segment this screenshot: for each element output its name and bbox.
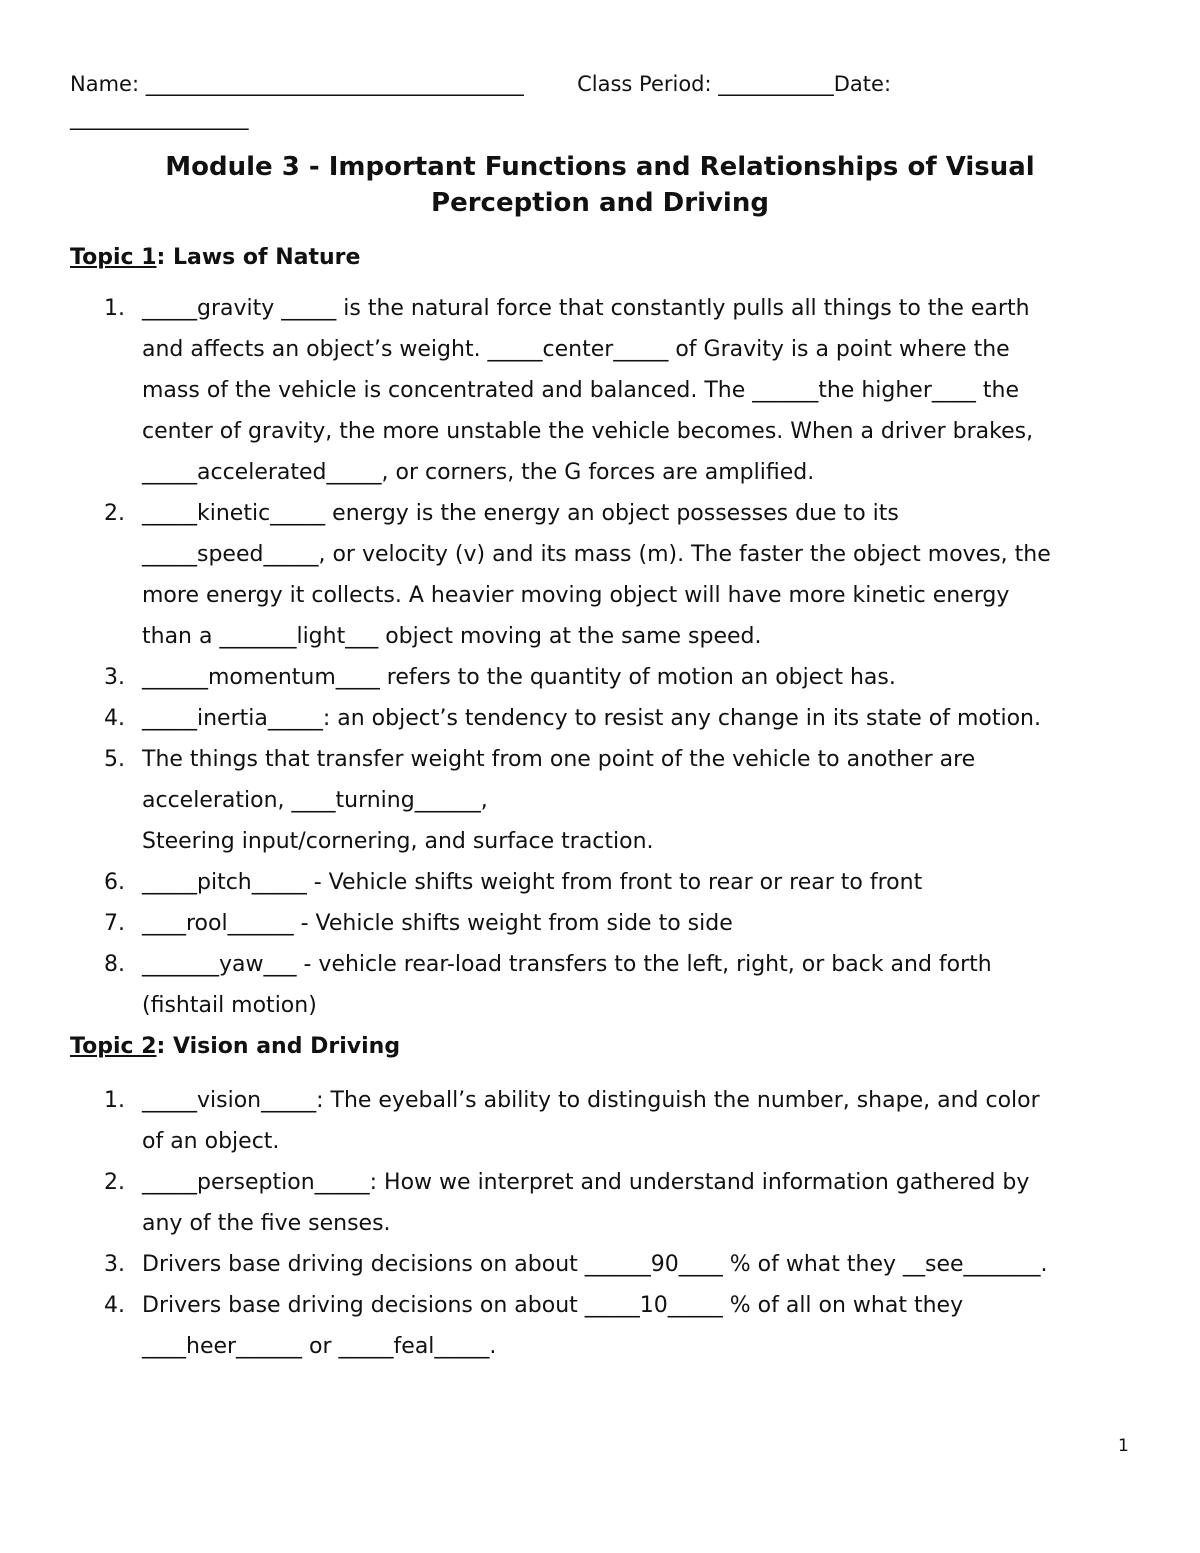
item-text-line: (fishtail motion) <box>142 993 317 1018</box>
item-number: 1. <box>104 1088 125 1113</box>
page-number: 1 <box>1118 1436 1129 1456</box>
item-text-line: _____perseption_____: How we interpret and understand information gathered by <box>142 1170 1030 1195</box>
name-class-date-line: Name: ____________________________________ Class Period: ___________Date: <box>70 72 892 96</box>
item-number: 2. <box>104 501 125 526</box>
item-text-line: ____rool______ - Vehicle shifts weight from side to side <box>142 911 733 936</box>
list-item <box>70 698 1130 739</box>
item-text-line: _____speed_____, or velocity (v) and its mass (m). The faster the object moves, the <box>142 542 1051 567</box>
topic-1-list <box>70 288 1130 1026</box>
item-number: 8. <box>104 952 125 977</box>
topic-1-title: : Laws of Nature <box>156 245 361 270</box>
item-text-line: acceleration, ____turning______, <box>142 788 488 813</box>
item-number: 4. <box>104 1293 125 1318</box>
item-text-line: ______momentum____ refers to the quantity of motion an object has. <box>142 665 896 690</box>
item-text-line: and affects an object’s weight. _____center_____ of Gravity is a point where the <box>142 337 1010 362</box>
date-blank-line: _________________ <box>70 106 249 130</box>
topic-2-title: : Vision and Driving <box>156 1034 401 1059</box>
list-item <box>70 944 1130 1026</box>
item-text-line: Steering input/cornering, and surface traction. <box>142 829 654 854</box>
item-text-line: _______yaw___ - vehicle rear-load transfers to the left, right, or back and forth <box>142 952 992 977</box>
title-line-2: Perception and Driving <box>431 188 769 218</box>
topic-2-label: Topic 2 <box>70 1034 157 1059</box>
item-text-line: ____heer______ or _____feal_____. <box>142 1334 497 1359</box>
topic-2-heading <box>70 1033 400 1061</box>
topic-2-list <box>70 1080 1130 1367</box>
item-number: 7. <box>104 911 125 936</box>
item-text-line: _____gravity _____ is the natural force that constantly pulls all things to the earth <box>142 296 1030 321</box>
item-text-line: _____kinetic_____ energy is the energy an object possesses due to its <box>142 501 899 526</box>
list-item <box>70 903 1130 944</box>
item-text-line: _____accelerated_____, or corners, the G forces are amplified. <box>142 460 815 485</box>
list-item <box>70 1080 1130 1162</box>
item-text-line: Drivers base driving decisions on about ______90____ % of what they __see_______. <box>142 1252 1048 1277</box>
item-number: 3. <box>104 1252 125 1277</box>
item-number: 4. <box>104 706 125 731</box>
item-text-line: _____inertia_____: an object’s tendency to resist any change in its state of motion. <box>142 706 1041 731</box>
item-text-line: any of the five senses. <box>142 1211 391 1236</box>
topic-1-label: Topic 1 <box>70 245 157 270</box>
list-item <box>70 1162 1130 1244</box>
item-text-line: The things that transfer weight from one point of the vehicle to another are <box>142 747 976 772</box>
item-text-line: Drivers base driving decisions on about _____10_____ % of all on what they <box>142 1293 964 1318</box>
list-item <box>70 1285 1130 1367</box>
item-number: 1. <box>104 296 125 321</box>
topic-1-heading <box>70 244 360 272</box>
list-item <box>70 493 1130 657</box>
list-item <box>70 657 1130 698</box>
list-item <box>70 288 1130 493</box>
item-text-line: _____pitch_____ - Vehicle shifts weight from front to rear or rear to front <box>142 870 923 895</box>
item-text-line: center of gravity, the more unstable the vehicle becomes. When a driver brakes, <box>142 419 1034 444</box>
page-title <box>70 149 1130 221</box>
list-item <box>70 739 1130 862</box>
item-number: 3. <box>104 665 125 690</box>
item-text-line: than a _______light___ object moving at the same speed. <box>142 624 762 649</box>
list-item <box>70 862 1130 903</box>
list-item <box>70 1244 1130 1285</box>
title-line-1: Module 3 - Important Functions and Relationships of Visual <box>165 152 1035 182</box>
item-text-line: mass of the vehicle is concentrated and balanced. The ______the higher____ the <box>142 378 1019 403</box>
item-text-line: more energy it collects. A heavier moving object will have more kinetic energy <box>142 583 1010 608</box>
item-number: 2. <box>104 1170 125 1195</box>
item-number: 6. <box>104 870 125 895</box>
item-text-line: _____vision_____: The eyeball’s ability to distinguish the number, shape, and color <box>142 1088 1040 1113</box>
item-text-line: of an object. <box>142 1129 280 1154</box>
item-number: 5. <box>104 747 125 772</box>
